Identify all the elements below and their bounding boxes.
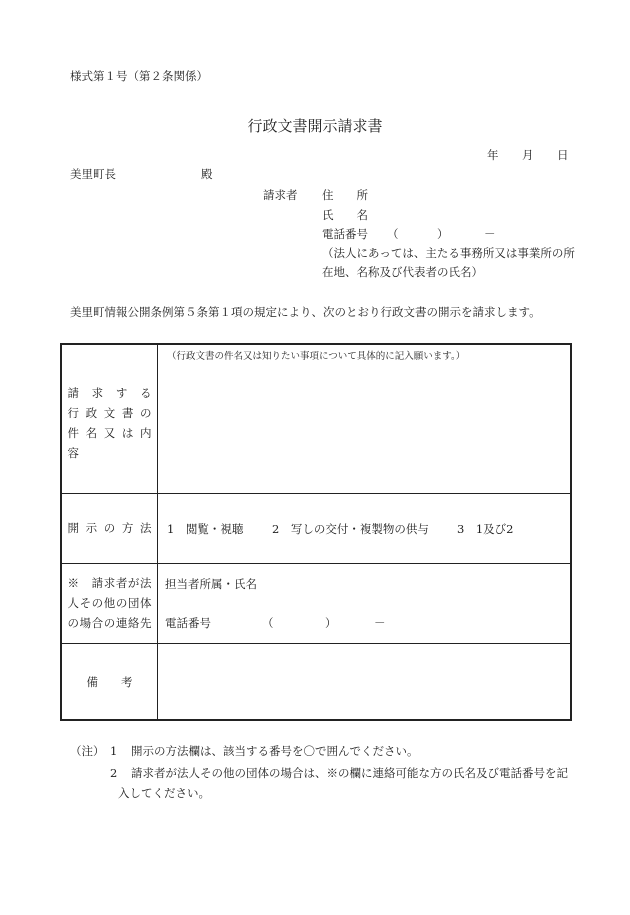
method-option-2[interactable]: 2 写しの交付・複製物の供与 xyxy=(272,522,429,536)
method-option-3[interactable]: 3 1及び2 xyxy=(457,522,514,536)
contact-paren-close: ） xyxy=(325,616,337,630)
document-title: 行政文書開示請求書 xyxy=(247,117,383,135)
footnote-number: 1 xyxy=(110,744,118,758)
date-month-label: 月 xyxy=(522,148,534,162)
label-line: 件 名 又 は 内 容 xyxy=(67,426,152,460)
corporate-contact-label xyxy=(62,563,157,643)
honorific: 殿 xyxy=(201,167,213,181)
remarks-field[interactable] xyxy=(158,644,570,721)
contact-person-field[interactable]: 担当者所属・氏名 xyxy=(165,577,257,591)
requester-address-field[interactable]: 住 所 xyxy=(322,188,368,202)
label-line: の場合の連絡先 xyxy=(67,616,152,630)
disclosure-method-label xyxy=(62,493,157,563)
footnote-number: 2 xyxy=(110,766,118,780)
contact-paren-open: （ xyxy=(262,616,274,630)
label-line: 備 考 xyxy=(86,675,133,689)
request-form-table xyxy=(60,343,572,721)
requester-name-field[interactable]: 氏 名 xyxy=(322,208,368,222)
phone-paren-open: （ xyxy=(387,227,399,241)
footnote-heading: （注） xyxy=(70,744,105,758)
label-line: 行 政 文 書 の xyxy=(67,406,152,420)
phone-paren-close: ） xyxy=(437,227,449,241)
date-day-label: 日 xyxy=(557,148,569,162)
requester-label: 請求者 xyxy=(263,188,298,202)
phone-dash: － xyxy=(484,227,496,241)
corporate-note-line1: （法人にあっては、主たる事務所又は事業所の所 xyxy=(322,246,575,260)
label-line: 請 求 す る xyxy=(67,386,152,400)
document-content-hint: （行政文書の件名又は知りたい事項について具体的に記入願います。） xyxy=(167,351,466,362)
date-year-label: 年 xyxy=(487,148,499,162)
requested-document-label xyxy=(62,345,157,493)
document-content-field[interactable] xyxy=(158,365,570,492)
corporate-note-line2: 在地、名称及び代表者の氏名） xyxy=(322,265,483,279)
requester-phone-field[interactable]: 電話番号 xyxy=(322,227,368,241)
contact-dash: － xyxy=(374,616,386,630)
footnote-item-2-line1: 請求者が法人その他の団体の場合は、※の欄に連絡可能な方の氏名及び電話番号を記 xyxy=(131,766,568,780)
label-line: 人その他の団体 xyxy=(67,596,152,610)
footnote-item-2-line2: 入してください。 xyxy=(118,786,210,800)
label-line: ※ 請求者が法 xyxy=(67,576,152,590)
remarks-label xyxy=(62,643,157,721)
footnote-item-1: 開示の方法欄は、該当する番号を〇で囲んでください。 xyxy=(131,744,419,758)
label-line: 開 示 の 方 法 xyxy=(67,521,152,535)
addressee: 美里町長 xyxy=(70,167,116,181)
form-number-label: 様式第１号（第２条関係） xyxy=(70,69,208,83)
contact-phone-field[interactable]: 電話番号 xyxy=(165,616,211,630)
method-option-1[interactable]: 1 閲覧・視聴 xyxy=(167,522,244,536)
request-statement: 美里町情報公開条例第５条第１項の規定により、次のとおり行政文書の開示を請求します。 xyxy=(70,305,541,319)
